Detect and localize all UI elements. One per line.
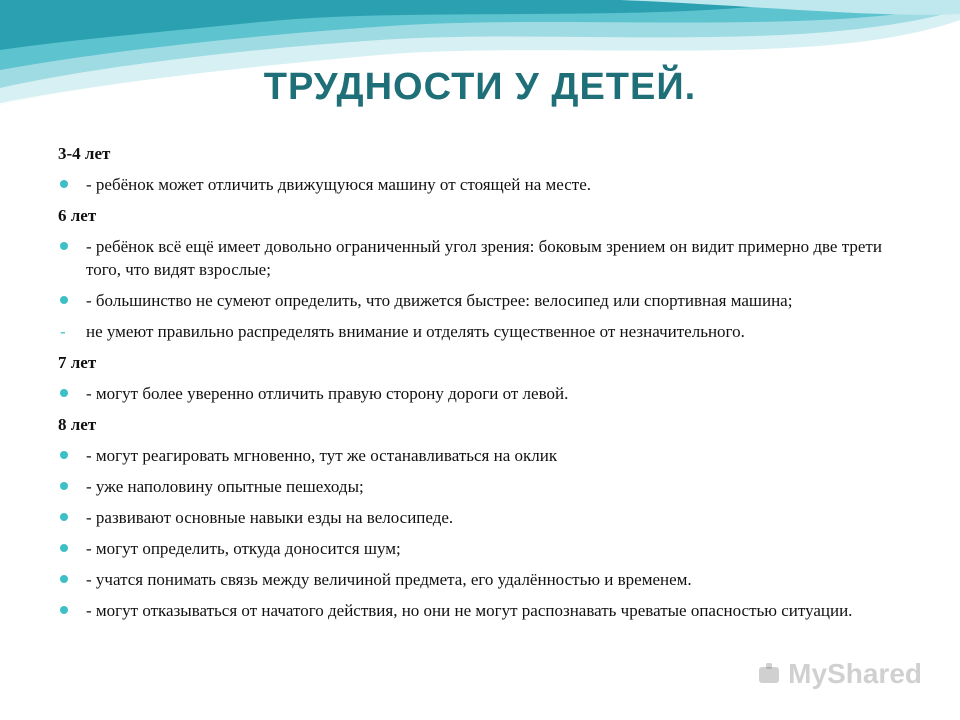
list-item-text: не умеют правильно распределять внимание и отделять существенное от незначительного. (86, 322, 745, 341)
bullet-dot-icon (60, 544, 68, 552)
list-item-text: - могут отказываться от начатого действия, но они не могут распознавать чреватые опасностью ситуации. (86, 601, 853, 620)
list-item (58, 568, 918, 591)
list-item-text: - могут более уверенно отличить правую сторону дороги от левой. (86, 384, 569, 403)
list-item (58, 289, 918, 312)
list-item-text: - могут реагировать мгновенно, тут же останавливаться на оклик (86, 446, 558, 465)
list-item (58, 444, 918, 467)
bullet-dot-icon (60, 482, 68, 490)
bullet-dot-icon (60, 242, 68, 250)
list-item-text: - ребёнок всё ещё имеет довольно ограниченный угол зрения: боковым зрением он видит примерно две трети того, что видят взрослые; (86, 237, 882, 279)
list-item-text: - развивают основные навыки езды на велосипеде. (86, 508, 454, 527)
list-item (58, 506, 918, 529)
bullet-dot-icon (60, 296, 68, 304)
list-item (58, 382, 918, 405)
list-item-text: - учатся понимать связь между величиной предмета, его удалённостью и временем. (86, 570, 692, 589)
list-item-text: - большинство не сумеют определить, что движется быстрее: велосипед или спортивная машина; (86, 291, 793, 310)
age-heading: 7 лет (58, 353, 97, 372)
list-item (58, 320, 918, 343)
bullet-dot-icon (60, 180, 68, 188)
list-item-text: - ребёнок может отличить движущуюся машину от стоящей на месте. (86, 175, 592, 194)
myshared-logo-icon (756, 661, 782, 687)
list-item (58, 475, 918, 498)
bullet-dot-icon (60, 513, 68, 521)
bullet-dot-icon (60, 575, 68, 583)
list-item-text: - уже наполовину опытные пешеходы; (86, 477, 364, 496)
age-heading: 6 лет (58, 206, 97, 225)
list-item (58, 235, 918, 281)
watermark-text: MyShared (788, 658, 922, 689)
header-wave-decoration (0, 0, 960, 130)
bullet-dot-icon (60, 389, 68, 397)
list-item (58, 173, 918, 196)
watermark (756, 658, 922, 690)
list-item-text: - могут определить, откуда доносится шум; (86, 539, 401, 558)
list-item (58, 599, 918, 622)
bullet-dot-icon (60, 451, 68, 459)
dash-marker: - (60, 322, 66, 341)
age-heading: 8 лет (58, 415, 97, 434)
slide-content (58, 142, 918, 630)
list-item (58, 537, 918, 560)
slide-title: ТРУДНОСТИ У ДЕТЕЙ. (263, 66, 697, 108)
age-heading: 3-4 лет (58, 144, 111, 163)
bullet-dot-icon (60, 606, 68, 614)
